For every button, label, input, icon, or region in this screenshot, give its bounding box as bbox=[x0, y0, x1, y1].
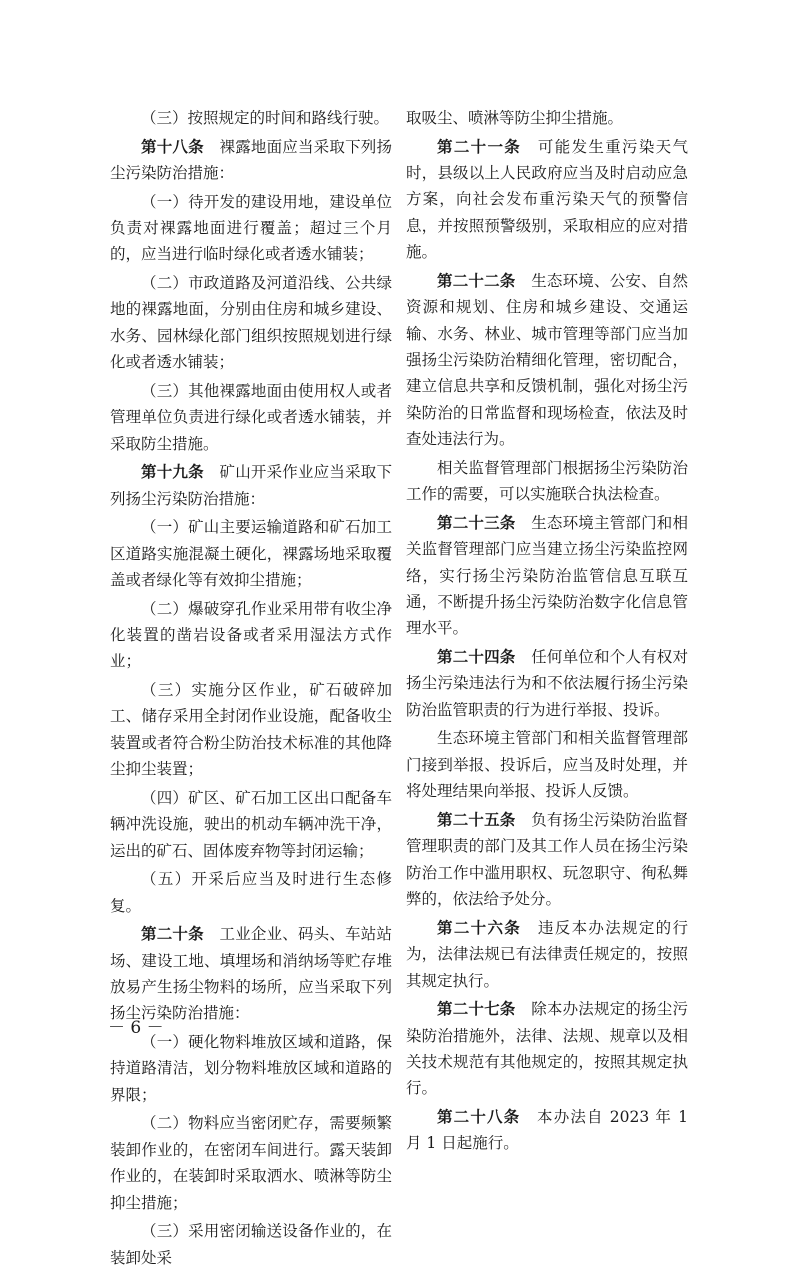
article-number: 第二十三条 bbox=[437, 513, 516, 532]
paragraph-text: 除本办法规定的扬尘污染防治措施外，法律、法规、规章以及相关技术规范有其他规定的，按照其规定执行。 bbox=[406, 1000, 688, 1098]
paragraph-text: 本办法自 2023 年 1 月 1 日起施行。 bbox=[406, 1107, 688, 1153]
paragraph-text: （二）市政道路及河道沿线、公共绿地的裸露地面，分别由住房和城乡建设、水务、园林绿化部门组织按照规划进行绿化或者透水铺装； bbox=[110, 274, 392, 372]
article-number: 第二十八条 bbox=[437, 1107, 521, 1126]
paragraph-text: （一）硬化物料堆放区域和道路，保持道路清洁，划分物料堆放区域和道路的界限； bbox=[110, 1033, 392, 1104]
paragraph bbox=[406, 134, 688, 266]
paragraph bbox=[110, 189, 392, 268]
paragraph-text: （一）矿山主要运输道路和矿石加工区道路实施混凝土硬化，裸露场地采取覆盖或者绿化等有效抑尘措施； bbox=[110, 518, 392, 590]
paragraph bbox=[406, 268, 688, 453]
paragraph-text: 任何单位和个人有权对扬尘污染违法行为和不依法履行扬尘污染防治监管职责的行为进行举报、投诉。 bbox=[406, 648, 688, 719]
paragraph-text: 矿山开采作业应当采取下列扬尘污染防治措施： bbox=[110, 463, 392, 508]
article-number: 第二十五条 bbox=[437, 810, 516, 829]
paragraph-text: 取吸尘、喷淋等防尘抑尘措施。 bbox=[406, 109, 624, 127]
paragraph-text: （二）爆破穿孔作业采用带有收尘净化装置的凿岩设备或者采用湿法方式作业； bbox=[110, 599, 392, 671]
paragraph-text: （二）物料应当密闭贮存，需要频繁装卸作业的，在密闭车间进行。露天装卸作业的，在装卸时采取洒水、喷淋等防尘抑尘措施； bbox=[110, 1114, 392, 1212]
article-number: 第二十条 bbox=[141, 925, 204, 944]
paragraph bbox=[110, 785, 392, 864]
paragraph-text: 可能发生重污染天气时，县级以上人民政府应当及时启动应急方案，向社会发布重污染天气的预警信息，并按照预警级别，采取相应的应对措施。 bbox=[406, 137, 688, 262]
paragraph bbox=[110, 677, 392, 783]
paragraph-text: 裸露地面应当采取下列扬尘污染防治措施： bbox=[110, 137, 392, 182]
paragraph-text: （五）开采后应当及时进行生态修复。 bbox=[110, 870, 392, 915]
paragraph bbox=[110, 1029, 392, 1108]
paragraph bbox=[110, 270, 392, 376]
article-number: 第二十二条 bbox=[437, 271, 516, 290]
paragraph bbox=[406, 725, 688, 804]
paragraph bbox=[406, 510, 688, 642]
paragraph bbox=[110, 134, 392, 187]
article-number: 第二十一条 bbox=[437, 137, 522, 156]
paragraph-text: 生态环境、公安、自然资源和规划、住房和城乡建设、交通运输、水务、林业、城市管理等部门应当加强扬尘污染防治精细化管理，密切配合，建立信息共享和反馈机制，强化对扬尘污染防治的日常监督和现场检查，依法及时查处违法行为。 bbox=[406, 271, 688, 449]
paragraph bbox=[406, 807, 688, 913]
paragraph-text: （三）按照规定的时间和路线行驶。 bbox=[141, 109, 390, 127]
paragraph-text: 违反本办法规定的行为，法律法规已有法律责任规定的，按照其规定执行。 bbox=[406, 918, 688, 990]
paragraph-text: 相关监督管理部门根据扬尘污染防治工作的需要，可以实施联合执法检查。 bbox=[406, 458, 688, 504]
paragraph bbox=[406, 1104, 688, 1157]
paragraph bbox=[406, 996, 688, 1102]
paragraph bbox=[110, 459, 392, 512]
article-number: 第二十六条 bbox=[437, 918, 522, 937]
paragraph-text: （三）其他裸露地面由使用权人或者管理单位负责进行绿化或者透水铺装，并采取防尘措施。 bbox=[110, 381, 392, 453]
article-number: 第二十七条 bbox=[437, 1000, 516, 1019]
paragraph-text: 生态环境主管部门和相关监督管理部门应当建立扬尘污染监控网络，实行扬尘污染防治监管信息互联互通，不断提升扬尘污染防治数字化信息管理水平。 bbox=[406, 513, 688, 638]
paragraph bbox=[110, 596, 392, 675]
article-number: 第二十四条 bbox=[437, 648, 516, 667]
paragraph-text: （三）采用密闭输送设备作业的，在装卸处采 bbox=[110, 1222, 392, 1267]
right-column bbox=[406, 105, 688, 1159]
paragraph bbox=[406, 455, 688, 508]
paragraph-text: 工业企业、码头、车站站场、建设工地、填埋场和消纳场等贮存堆放易产生扬尘物料的场所，应当采取下列扬尘污染防治措施： bbox=[110, 925, 392, 1023]
article-number: 第十八条 bbox=[141, 137, 204, 156]
page-number: － 6 － bbox=[108, 1018, 164, 1038]
paragraph-text: （一）待开发的建设用地，建设单位负责对裸露地面进行覆盖；超过三个月的，应当进行临时绿化或者透水铺装； bbox=[110, 192, 392, 264]
paragraph bbox=[110, 921, 392, 1027]
paragraph bbox=[110, 1110, 392, 1216]
paragraph-text: （四）矿区、矿石加工区出口配备车辆冲洗设施，驶出的机动车辆冲洗干净，运出的矿石、固体废弃物等封闭运输； bbox=[110, 788, 392, 860]
paragraph bbox=[406, 915, 688, 994]
paragraph-text: （三）实施分区作业，矿石破碎加工、储存采用全封闭作业设施，配备收尘装置或者符合粉尘防治技术标准的其他降尘抑尘装置； bbox=[110, 681, 392, 779]
paragraph bbox=[110, 866, 392, 919]
paragraph bbox=[110, 378, 392, 457]
paragraph-text: 负有扬尘污染防治监督管理职责的部门及其工作人员在扬尘污染防治工作中滥用职权、玩忽职守、徇私舞弊的，依法给予处分。 bbox=[406, 810, 688, 909]
paragraph bbox=[406, 644, 688, 723]
paragraph bbox=[110, 105, 392, 131]
paragraph bbox=[110, 514, 392, 593]
article-number: 第十九条 bbox=[141, 463, 204, 482]
left-column bbox=[110, 105, 392, 1273]
paragraph bbox=[110, 1218, 392, 1271]
paragraph bbox=[406, 105, 688, 131]
paragraph-text: 生态环境主管部门和相关监督管理部门接到举报、投诉后，应当及时处理，并将处理结果向举报、投诉人反馈。 bbox=[406, 729, 688, 801]
